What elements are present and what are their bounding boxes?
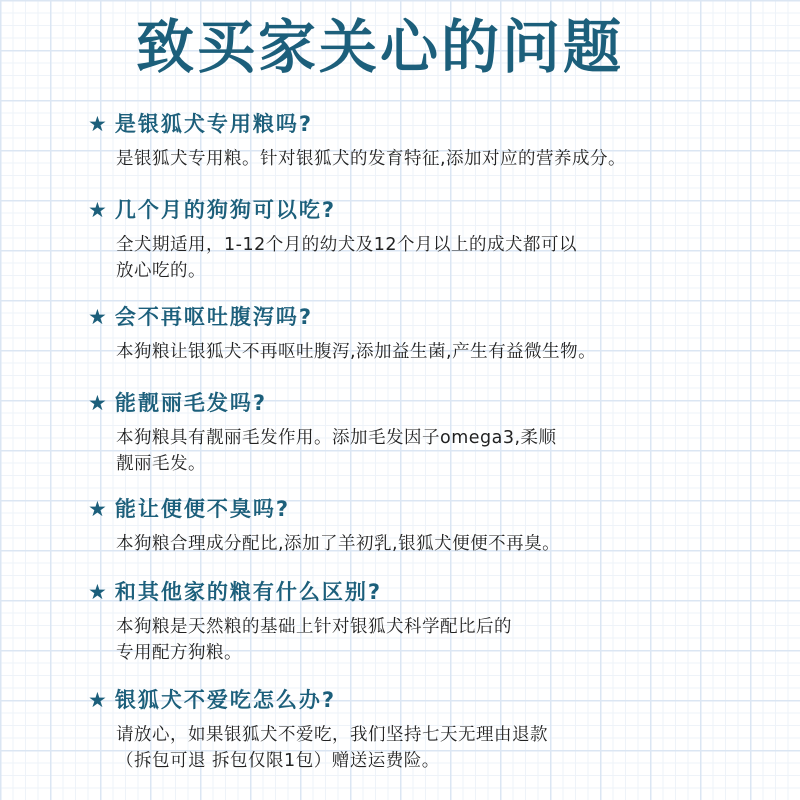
- faq-item: [88, 686, 778, 774]
- faq-answer-line: 是银狐犬专用粮。针对银狐犬的发育特征,添加对应的营养成分。: [116, 149, 627, 169]
- faq-item: [88, 389, 778, 477]
- star-icon: ★: [88, 391, 109, 415]
- star-icon: ★: [88, 497, 109, 521]
- star-icon: ★: [88, 112, 109, 136]
- faq-answer: [116, 531, 778, 557]
- faq-answer-line: 本狗粮让银狐犬不再呕吐腹泻,添加益生菌,产生有益微生物。: [116, 342, 597, 362]
- faq-answer-line: 全犬期适用，1-12个月的幼犬及12个月以上的成犬都可以: [116, 235, 577, 255]
- faq-question: [88, 110, 778, 138]
- faq-answer: [116, 232, 778, 284]
- star-icon: ★: [88, 688, 109, 712]
- star-icon: ★: [88, 580, 109, 604]
- faq-question-text: 能让便便不臭吗?: [114, 497, 291, 521]
- page-title: 致买家关心的问题: [135, 13, 624, 81]
- faq-item: [88, 196, 778, 284]
- faq-answer-line: 靓丽毛发。: [116, 454, 206, 474]
- faq-answer-line: 本狗粮合理成分配比,添加了羊初乳,银狐犬便便不再臭。: [116, 534, 561, 554]
- faq-question: [88, 578, 778, 606]
- faq-answer-line: 请放心，如果银狐犬不爱吃，我们坚持七天无理由退款: [116, 725, 548, 745]
- faq-answer: [116, 722, 778, 774]
- faq-answer-line: 本狗粮是天然粮的基础上针对银狐犬科学配比后的: [116, 617, 512, 637]
- faq-question-text: 银狐犬不爱吃怎么办?: [114, 688, 337, 712]
- faq-question-text: 是银狐犬专用粮吗?: [114, 112, 314, 136]
- faq-question: [88, 495, 778, 523]
- faq-answer-line: （拆包可退 拆包仅限1包）赠送运费险。: [116, 751, 440, 771]
- faq-question: [88, 389, 778, 417]
- faq-answer: [116, 339, 778, 365]
- faq-question: [88, 686, 778, 714]
- faq-item: [88, 495, 778, 557]
- faq-question: [88, 196, 778, 224]
- faq-item: [88, 110, 778, 172]
- faq-question-text: 能靓丽毛发吗?: [114, 391, 268, 415]
- faq-answer: [116, 614, 778, 666]
- faq-question-text: 几个月的狗狗可以吃?: [114, 198, 337, 222]
- faq-question: [88, 303, 778, 331]
- faq-answer: [116, 146, 778, 172]
- faq-answer: [116, 425, 778, 477]
- star-icon: ★: [88, 305, 109, 329]
- faq-question-text: 会不再呕吐腹泻吗?: [114, 305, 314, 329]
- faq-answer-line: 放心吃的。: [116, 261, 206, 281]
- faq-answer-line: 专用配方狗粮。: [116, 643, 242, 663]
- faq-answer-line: 本狗粮具有靓丽毛发作用。添加毛发因子omega3,柔顺: [116, 428, 557, 448]
- star-icon: ★: [88, 198, 109, 222]
- faq-item: [88, 303, 778, 365]
- faq-item: [88, 578, 778, 666]
- faq-question-text: 和其他家的粮有什么区别?: [114, 580, 383, 604]
